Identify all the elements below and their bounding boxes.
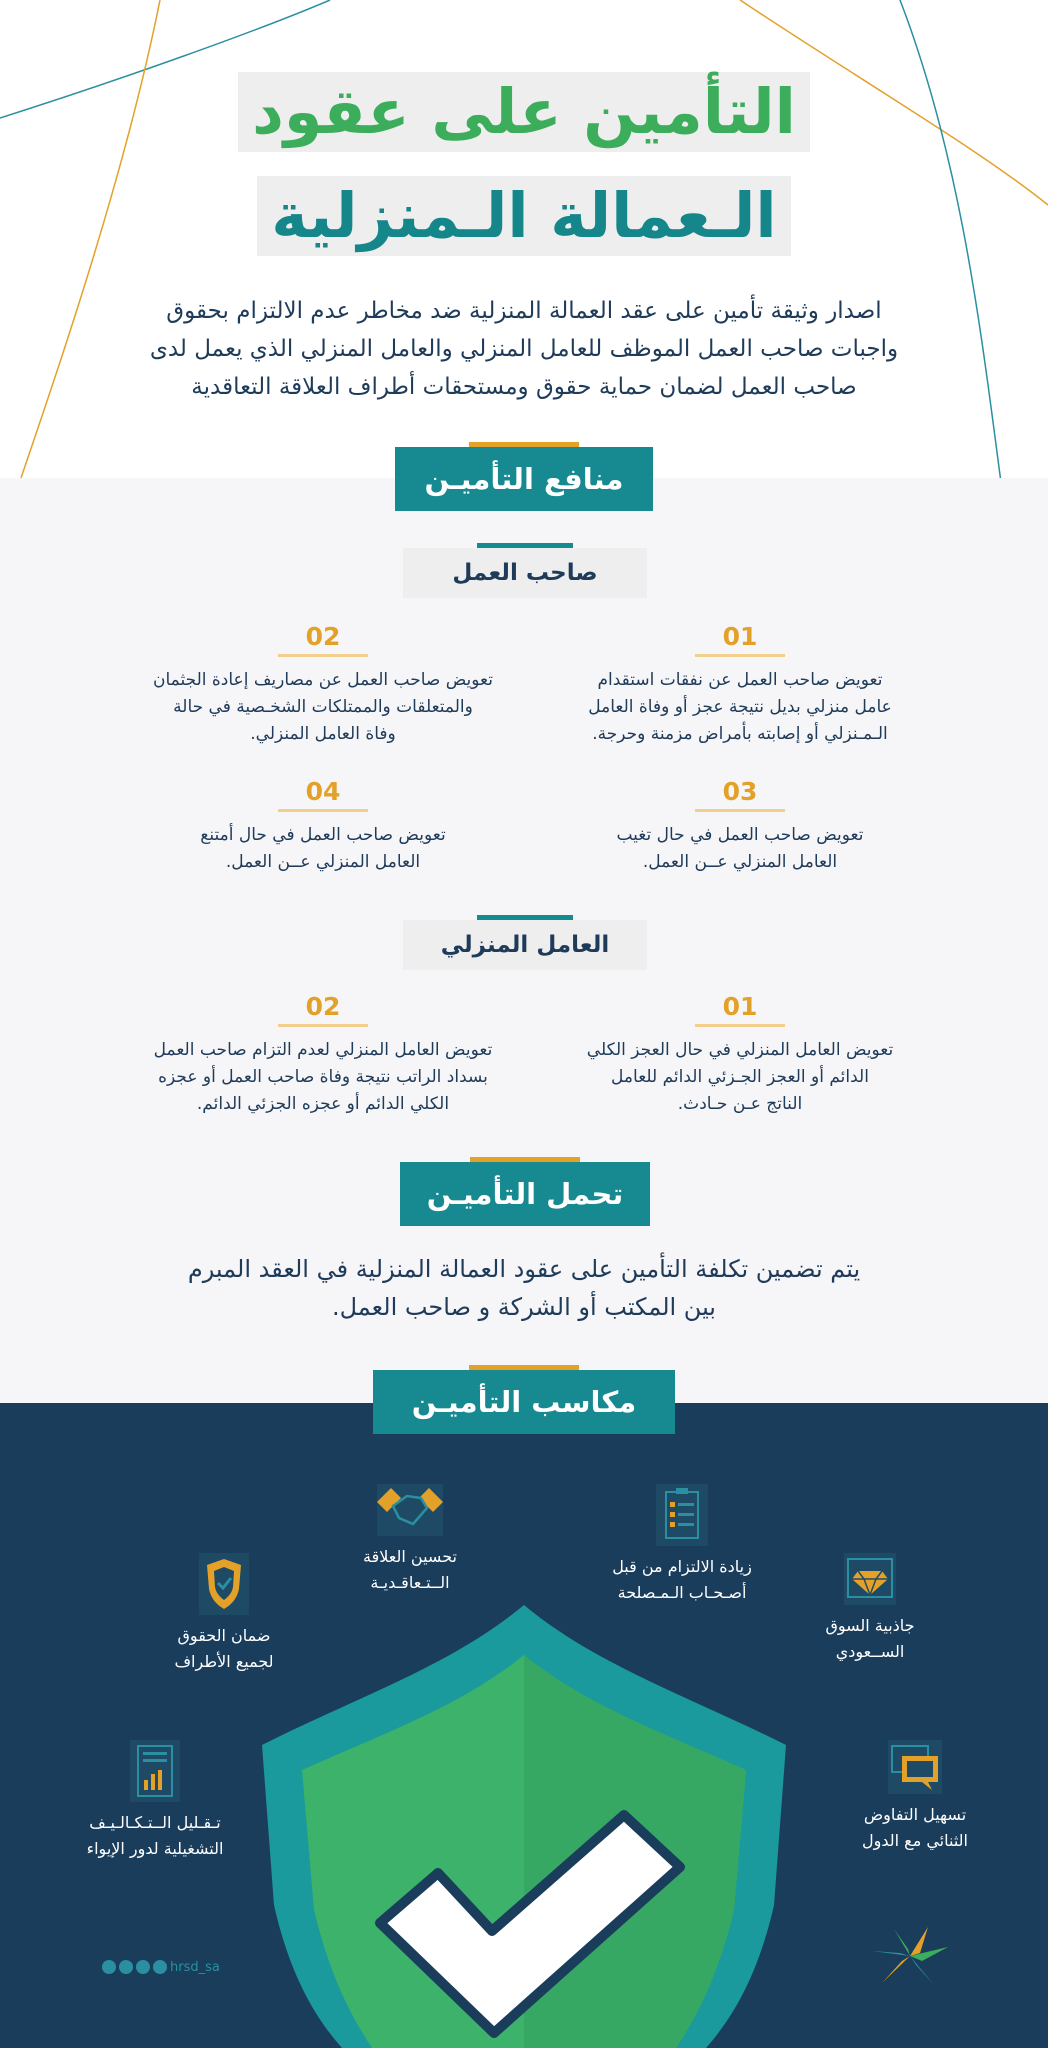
employer-benefit-04: 04 تعويض صاحب العمل في حال أمتنع العامل المنزلي عــن العمل. — [200, 777, 446, 872]
report-icon — [130, 1740, 180, 1802]
benefit-number: 01 — [695, 620, 785, 657]
twitter-icon[interactable] — [102, 1960, 116, 1974]
gain-stakeholder-commitment: زيادة الالتزام من قبل أصـحـاب الـمـصلحة — [572, 1484, 792, 1606]
gain-reduce-costs: تـقـليل الــتـكـالـيـف التشغيلية لدور الإيواء — [50, 1740, 260, 1862]
chat-icon — [888, 1740, 942, 1794]
shield-check-icon — [199, 1553, 249, 1615]
youtube-icon[interactable] — [119, 1960, 133, 1974]
employer-benefit-03: 03 تعويض صاحب العمل في حال تغيب العامل المنزلي عــن العمل. — [616, 777, 864, 872]
social-handle[interactable]: hrsd_sa — [170, 1959, 220, 1975]
benefit-number: 03 — [695, 775, 785, 812]
page-title-line-2: الـعمالة الـمنزلية — [0, 176, 1048, 256]
cost-paragraph: يتم تضمين تكلفة التأمين على عقود العمالة المنزلية في العقد المبرم بين المكتب أو الشركة و صاحب العمل. — [187, 1255, 861, 1321]
employer-benefit-01: 01 تعويض صاحب العمل عن نفقات استقدام عامل منزلي بديل نتيجة عجز أو وفاة العامل الـمـنزلي أو إصابته بأمراض مزمنة وحرجة. — [588, 622, 892, 744]
social-links — [102, 1957, 226, 1977]
gain-bilateral-negotiation: تسهيل التفاوض الثنائي مع الدول — [840, 1740, 990, 1854]
employer-heading: صاحب العمل — [403, 548, 647, 598]
shield-check-illustration — [262, 1605, 786, 2048]
benefits-heading: منافع التأميـن — [395, 447, 653, 511]
gain-guarantee-rights: ضمان الحقوق لجميع الأطراف — [136, 1553, 312, 1675]
handshake-icon — [377, 1484, 443, 1536]
worker-benefit-02: 02 تعويض العامل المنزلي لعدم التزام صاحب العمل بسداد الراتب نتيجة وفاة صاحب العمل أو عجزه الكلي الدائم أو عجزه الجزئي الدائم. — [153, 992, 493, 1114]
gains-heading: مكاسب التأميـن — [373, 1370, 675, 1434]
employer-benefit-02: 02 تعويض صاحب العمل عن مصاريف إعادة الجثمان والمتعلقات والممتلكات الشخـصية في حالة وفاة العامل المنزلي. — [153, 622, 493, 744]
worker-heading: العامل المنزلي — [403, 920, 647, 970]
intro-paragraph: اصدار وثيقة تأمين على عقد العمالة المنزلية ضد مخاطر عدم الالتزام بحقوق واجبات صاحب العمل الموظف للعامل المنزلي والعامل المنزلي الذي يعمل لدى صاحب العمل لضمان حماية حقوق ومستحقات أطراف العلاقة التعاقدية — [149, 298, 899, 400]
checklist-icon — [656, 1484, 708, 1546]
page-title-line-1: التأمين على عقود — [0, 72, 1048, 152]
benefit-number: 01 — [695, 990, 785, 1027]
benefit-number: 02 — [278, 990, 368, 1027]
gain-contract-relationship: تحسين العلاقة الــتـعاقـديـة — [320, 1484, 500, 1596]
facebook-icon[interactable] — [136, 1960, 150, 1974]
diamond-icon — [844, 1553, 896, 1605]
gain-market-attractiveness: جاذبية السوق الســعودي — [790, 1553, 950, 1665]
instagram-icon[interactable] — [153, 1960, 167, 1974]
worker-benefit-01: 01 تعويض العامل المنزلي في حال العجز الكلي الدائم أو العجز الجـزئي الدائم للعامل الناتج عـن حـادث. — [586, 992, 894, 1114]
cost-heading: تحمل التأميـن — [400, 1162, 650, 1226]
benefit-number: 02 — [278, 620, 368, 657]
benefit-number: 04 — [278, 775, 368, 812]
ministry-logo — [872, 1925, 948, 1987]
